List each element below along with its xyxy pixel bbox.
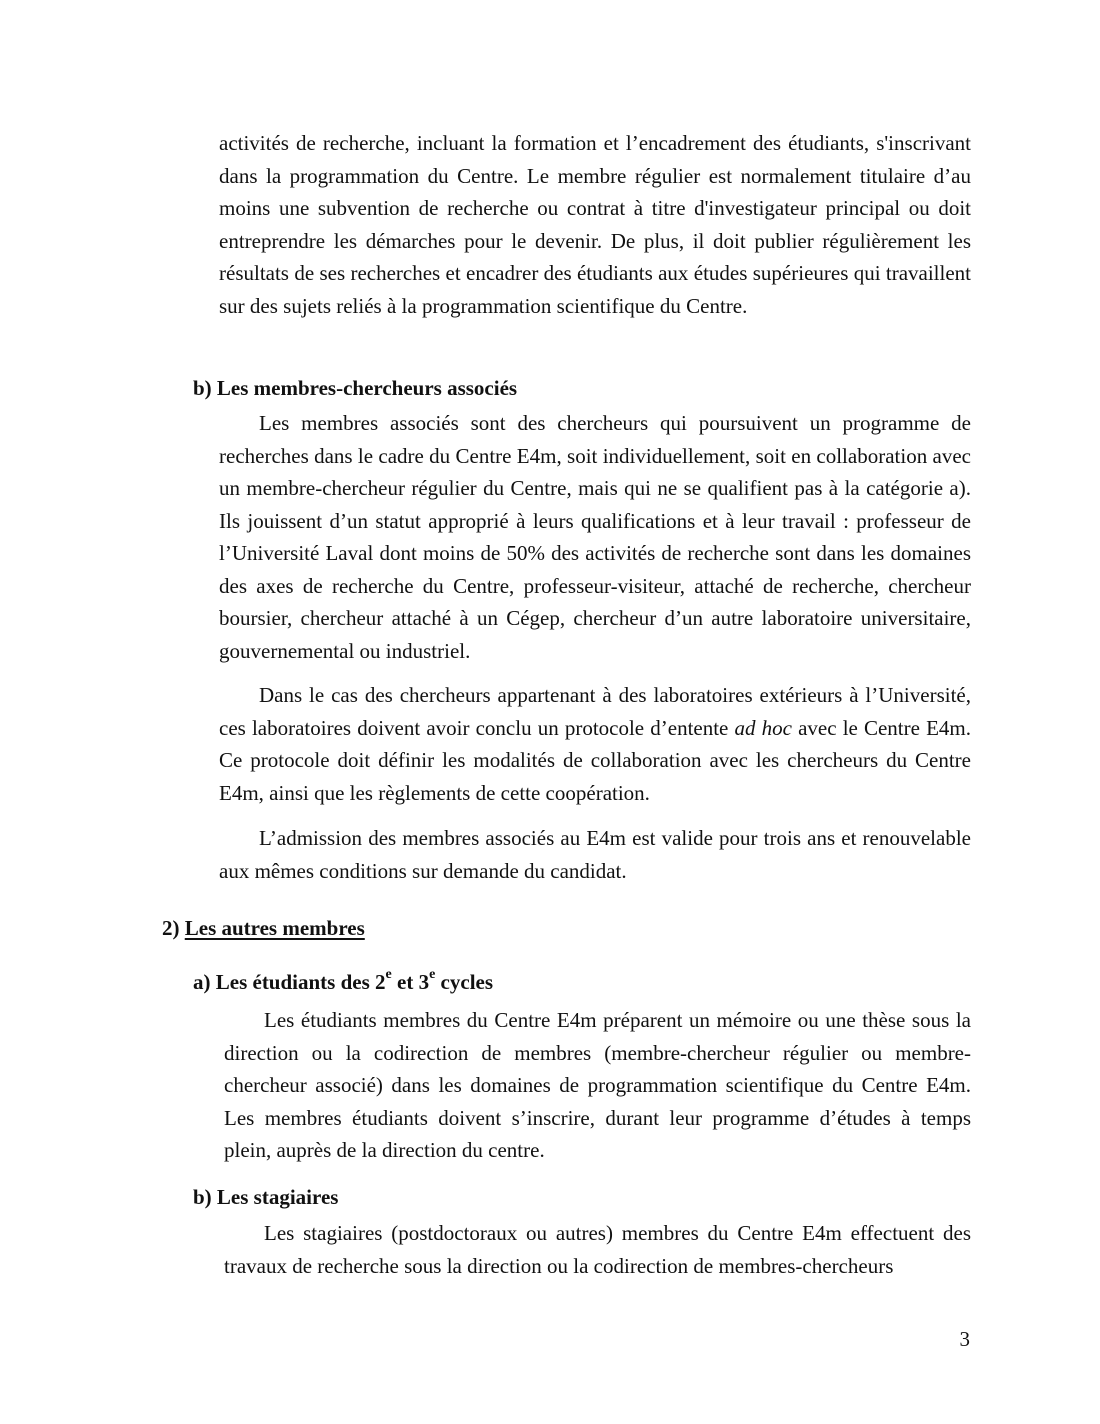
paragraph-interns: Les stagiaires (postdoctoraux ou autres) membres du Centre E4m effectuent des travaux de recherche sous la direction ou la codirection de membres-chercheurs [224, 1221, 971, 1278]
heading-interns: b) Les stagiaires [193, 1185, 339, 1209]
paragraph-regular-member-continued: activités de recherche, incluant la formation et l’encadrement des étudiants, s'inscrivant dans la programmation du Centre. Le membre régulier est normalement titulaire d’au moins une subvention de recherche ou contrat à titre d'investigateur principal ou doit entreprendre les démarches pour le devenir. De plus, il doit publier régulièrement les résultats de ses recherches et encadrer des étudiants aux études supérieures qui travaillent sur des sujets reliés à la programmation scientifique du Centre. [219, 131, 971, 318]
heading-students [193, 968, 493, 996]
italic-ad-hoc: ad hoc [734, 715, 792, 740]
heading-students-suffix: cycles [435, 970, 494, 994]
paragraph-external-labs [219, 679, 971, 809]
paragraph-external-labs-part1: Dans le cas des chercheurs appartenant à des laboratoires extérieurs à l’Université, ces laboratoires doivent avoir conclu un protocole d’entente [219, 683, 971, 740]
paragraph-associate-members: Les membres associés sont des chercheurs qui poursuivent un programme de recherches dans le cadre du Centre E4m, soit individuellement, soit en collaboration avec un membre-chercheur régulier du Centre, mais qui ne se qualifient pas à la catégorie a). Ils jouissent d’un statut approprié à leurs qualifications et à leur travail : professeur de l’Université Laval dont moins de 50% des activités de recherche sont dans les domaines des axes de recherche du Centre, professeur-visiteur, attaché de recherche, chercheur boursier, chercheur attaché à un Cégep, chercheur d’un autre laboratoire universitaire, gouvernemental ou industriel. [219, 411, 971, 663]
paragraph-external-labs-part2: avec le Centre E4m. Ce protocole doit définir les modalités de collaboration avec les chercheurs du Centre E4m, ainsi que les règlements de cette coopération. [219, 715, 971, 805]
paragraph-students: Les étudiants membres du Centre E4m préparent un mémoire ou une thèse sous la direction ou la codirection de membres (membre-chercheur régulier ou membre-chercheur associé) dans les domaines de programmation scientifique du Centre E4m. Les membres étudiants doivent s’inscrire, durant leur programme d’études à temps plein, auprès de la direction du centre. [224, 1008, 971, 1162]
section-title-text: Les autres membres [184, 916, 365, 940]
heading-associate-members: b) Les membres-chercheurs associés [193, 376, 518, 400]
page-number: 3 [959, 1327, 970, 1351]
paragraph-admission: L’admission des membres associés au E4m est valide pour trois ans et renouvelable aux mêmes conditions sur demande du candidat. [219, 826, 971, 883]
superscript-e-1: e [385, 967, 392, 982]
superscript-e-2: e [429, 967, 436, 982]
section-title-other-members [162, 914, 365, 942]
heading-students-mid: et 3 [391, 970, 430, 994]
section-number: 2) [162, 916, 185, 940]
heading-students-prefix: a) Les étudiants des 2 [193, 970, 386, 994]
